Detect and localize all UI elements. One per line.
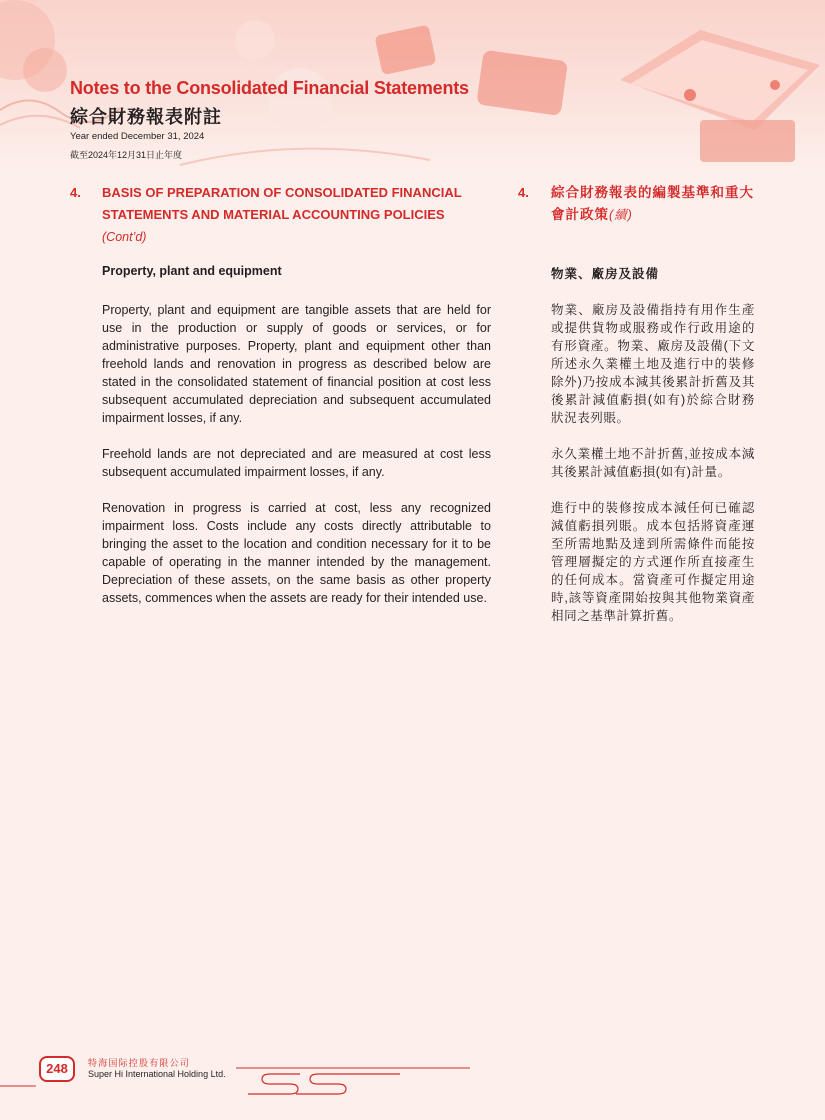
page-footer <box>0 1048 825 1120</box>
period-label-zh: 截至2024年12月31日止年度 <box>70 150 183 160</box>
page-title-zh: 綜合財務報表附註 <box>70 107 222 127</box>
header-banner <box>0 0 825 175</box>
section-heading <box>102 182 494 248</box>
section-number: 4. <box>70 185 81 200</box>
section-heading-zh-text: 綜合財務報表的編製基準和重大會計政策 <box>551 185 754 222</box>
paragraph-ppe-definition-zh: 物業、廠房及設備指持有用作生產或提供貨物或服務或作行政用途的有形資產。物業、廠房及設備(下文所述永久業權土地及進行中的裝修除外)乃按成本減其後累計折舊及其後累計減值虧損(如有)於綜合財務狀況表列賬。 <box>551 303 755 425</box>
paragraph-renovation-zh: 進行中的裝修按成本減任何已確認減值虧損列賬。成本包括將資產運至所需地點及達到所需條件而能按管理層擬定的方式運作所直接產生的任何成本。當資產可作擬定用途時,該等資產開始按與其他物業資產相同之基準計算折舊。 <box>551 501 755 623</box>
paragraph-freehold-lands-zh: 永久業權土地不計折舊,並按成本減其後累計減值虧損(如有)計量。 <box>551 447 755 479</box>
company-name: Super Hi International Holding Ltd. <box>88 1069 226 1079</box>
paragraph-freehold-lands: Freehold lands are not depreciated and are measured at cost less subsequent accumulated impairment losses, if any. <box>102 447 491 479</box>
section-number-zh: 4. <box>518 185 529 200</box>
paragraph-ppe-definition: Property, plant and equipment are tangible assets that are held for use in the production or supply of goods or services, or for administrative purposes. Property, plant and equipment other than freehold lands and renovation in progress as described below are stated in the consolidated statement of financial position at cost less subsequent accumulated depreciation and subsequent accumulated impairment losses, if any. <box>102 303 491 425</box>
section-contd-zh: (續) <box>609 208 633 222</box>
page-title: Notes to the Consolidated Financial Statements <box>70 78 469 98</box>
subsection-title: Property, plant and equipment <box>102 264 282 278</box>
period-label: Year ended December 31, 2024 <box>70 131 205 142</box>
page-number: 248 <box>39 1056 75 1082</box>
subsection-title-zh: 物業、廠房及設備 <box>551 267 660 281</box>
paragraph-renovation: Renovation in progress is carried at cost, less any recognized impairment loss. Costs include any costs directly attributable to bringing the asset to the location and condition necessary for it to be capable of operating in the manner intended by the management. Depreciation of these assets, on the same basis as other property assets, commences when the assets are ready for their intended use. <box>102 501 491 605</box>
company-name-zh: 特海国际控股有限公司 <box>88 1058 191 1068</box>
section-heading-zh <box>551 182 761 226</box>
section-contd: (Cont’d) <box>102 230 147 244</box>
section-heading-text: BASIS OF PREPARATION OF CONSOLIDATED FINANCIAL STATEMENTS AND MATERIAL ACCOUNTING POLICIES <box>102 185 462 222</box>
